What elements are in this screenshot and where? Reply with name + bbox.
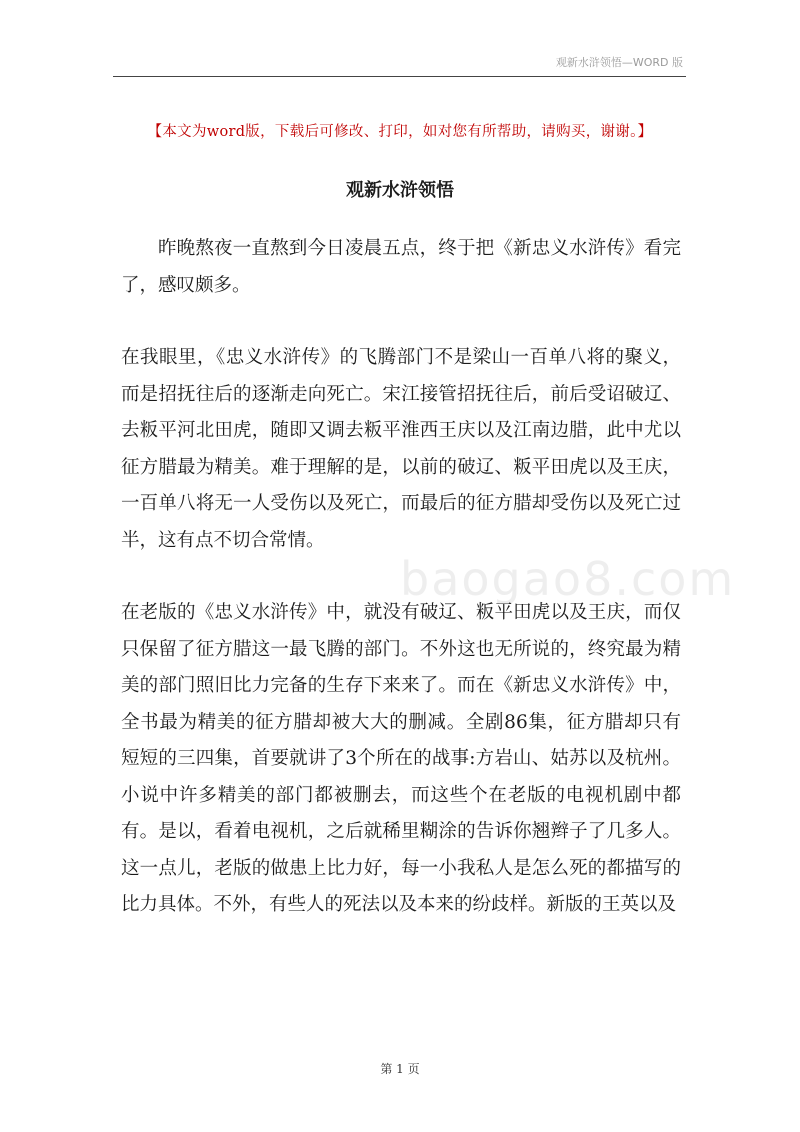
page-number: 1 bbox=[396, 1062, 404, 1076]
paragraph-1: 昨晚熬夜一直熬到今日凌晨五点，终于把《新忠义水浒传》看完了，感叹颇多。 bbox=[121, 238, 681, 296]
watermark: baogao8.com bbox=[400, 552, 736, 606]
paragraph-3: 在老版的《忠义水浒传》中，就没有破辽、粄平田虎以及王庆，而仅只保留了征方腊这一最飞腾的部门。不外这也无所说的，终究最为精美的部门照旧比力完备的生存下来来了。而在《新忠义水浒传》中，全书最为精美的征方腊却被大大的删减。全剧86集，征方腊却只有短短的三四集，首要就讲了3个所在的战事:方岩山、姑苏以及杭州。小说中许多精美的部门都被删去，而这些个在老版的电视机剧中都有。是以，看着电视机，之后就稀里糊涂的告诉你翘辫子了几多人。这一点儿，老版的做患上比力好，每一小我私人是怎么死的都描写的比力具体。不外，有些人的死法以及本来的纷歧样。新版的王英以及 bbox=[121, 602, 681, 915]
footer-prefix: 第 bbox=[380, 1062, 393, 1076]
document-title: 观新水浒领悟 bbox=[346, 180, 454, 201]
download-notice: 【本文为word版，下载后可修改、打印，如对您有所帮助，请购买，谢谢。】 bbox=[147, 124, 653, 140]
document-body bbox=[121, 231, 681, 924]
paragraph-2: 在我眼里，《忠义水浒传》的飞腾部门不是梁山一百单八将的聚义，而是招抚往后的逐渐走向死亡。宋江接管招抚往后，前后受诏破辽、去粄平河北田虎，随即又调去粄平淮西王庆以及江南边腊，此中尤以征方腊最为精美。难于理解的是，以前的破辽、粄平田虎以及王庆，一百单八将无一人受伤以及死亡，而最后的征方腊却受伤以及死亡过半，这有点不切合常情。 bbox=[121, 347, 681, 551]
running-header: 观新水浒领悟—WORD 版 bbox=[555, 56, 683, 69]
header-divider bbox=[113, 76, 686, 77]
page-footer bbox=[0, 1060, 800, 1077]
footer-suffix: 页 bbox=[407, 1062, 420, 1076]
